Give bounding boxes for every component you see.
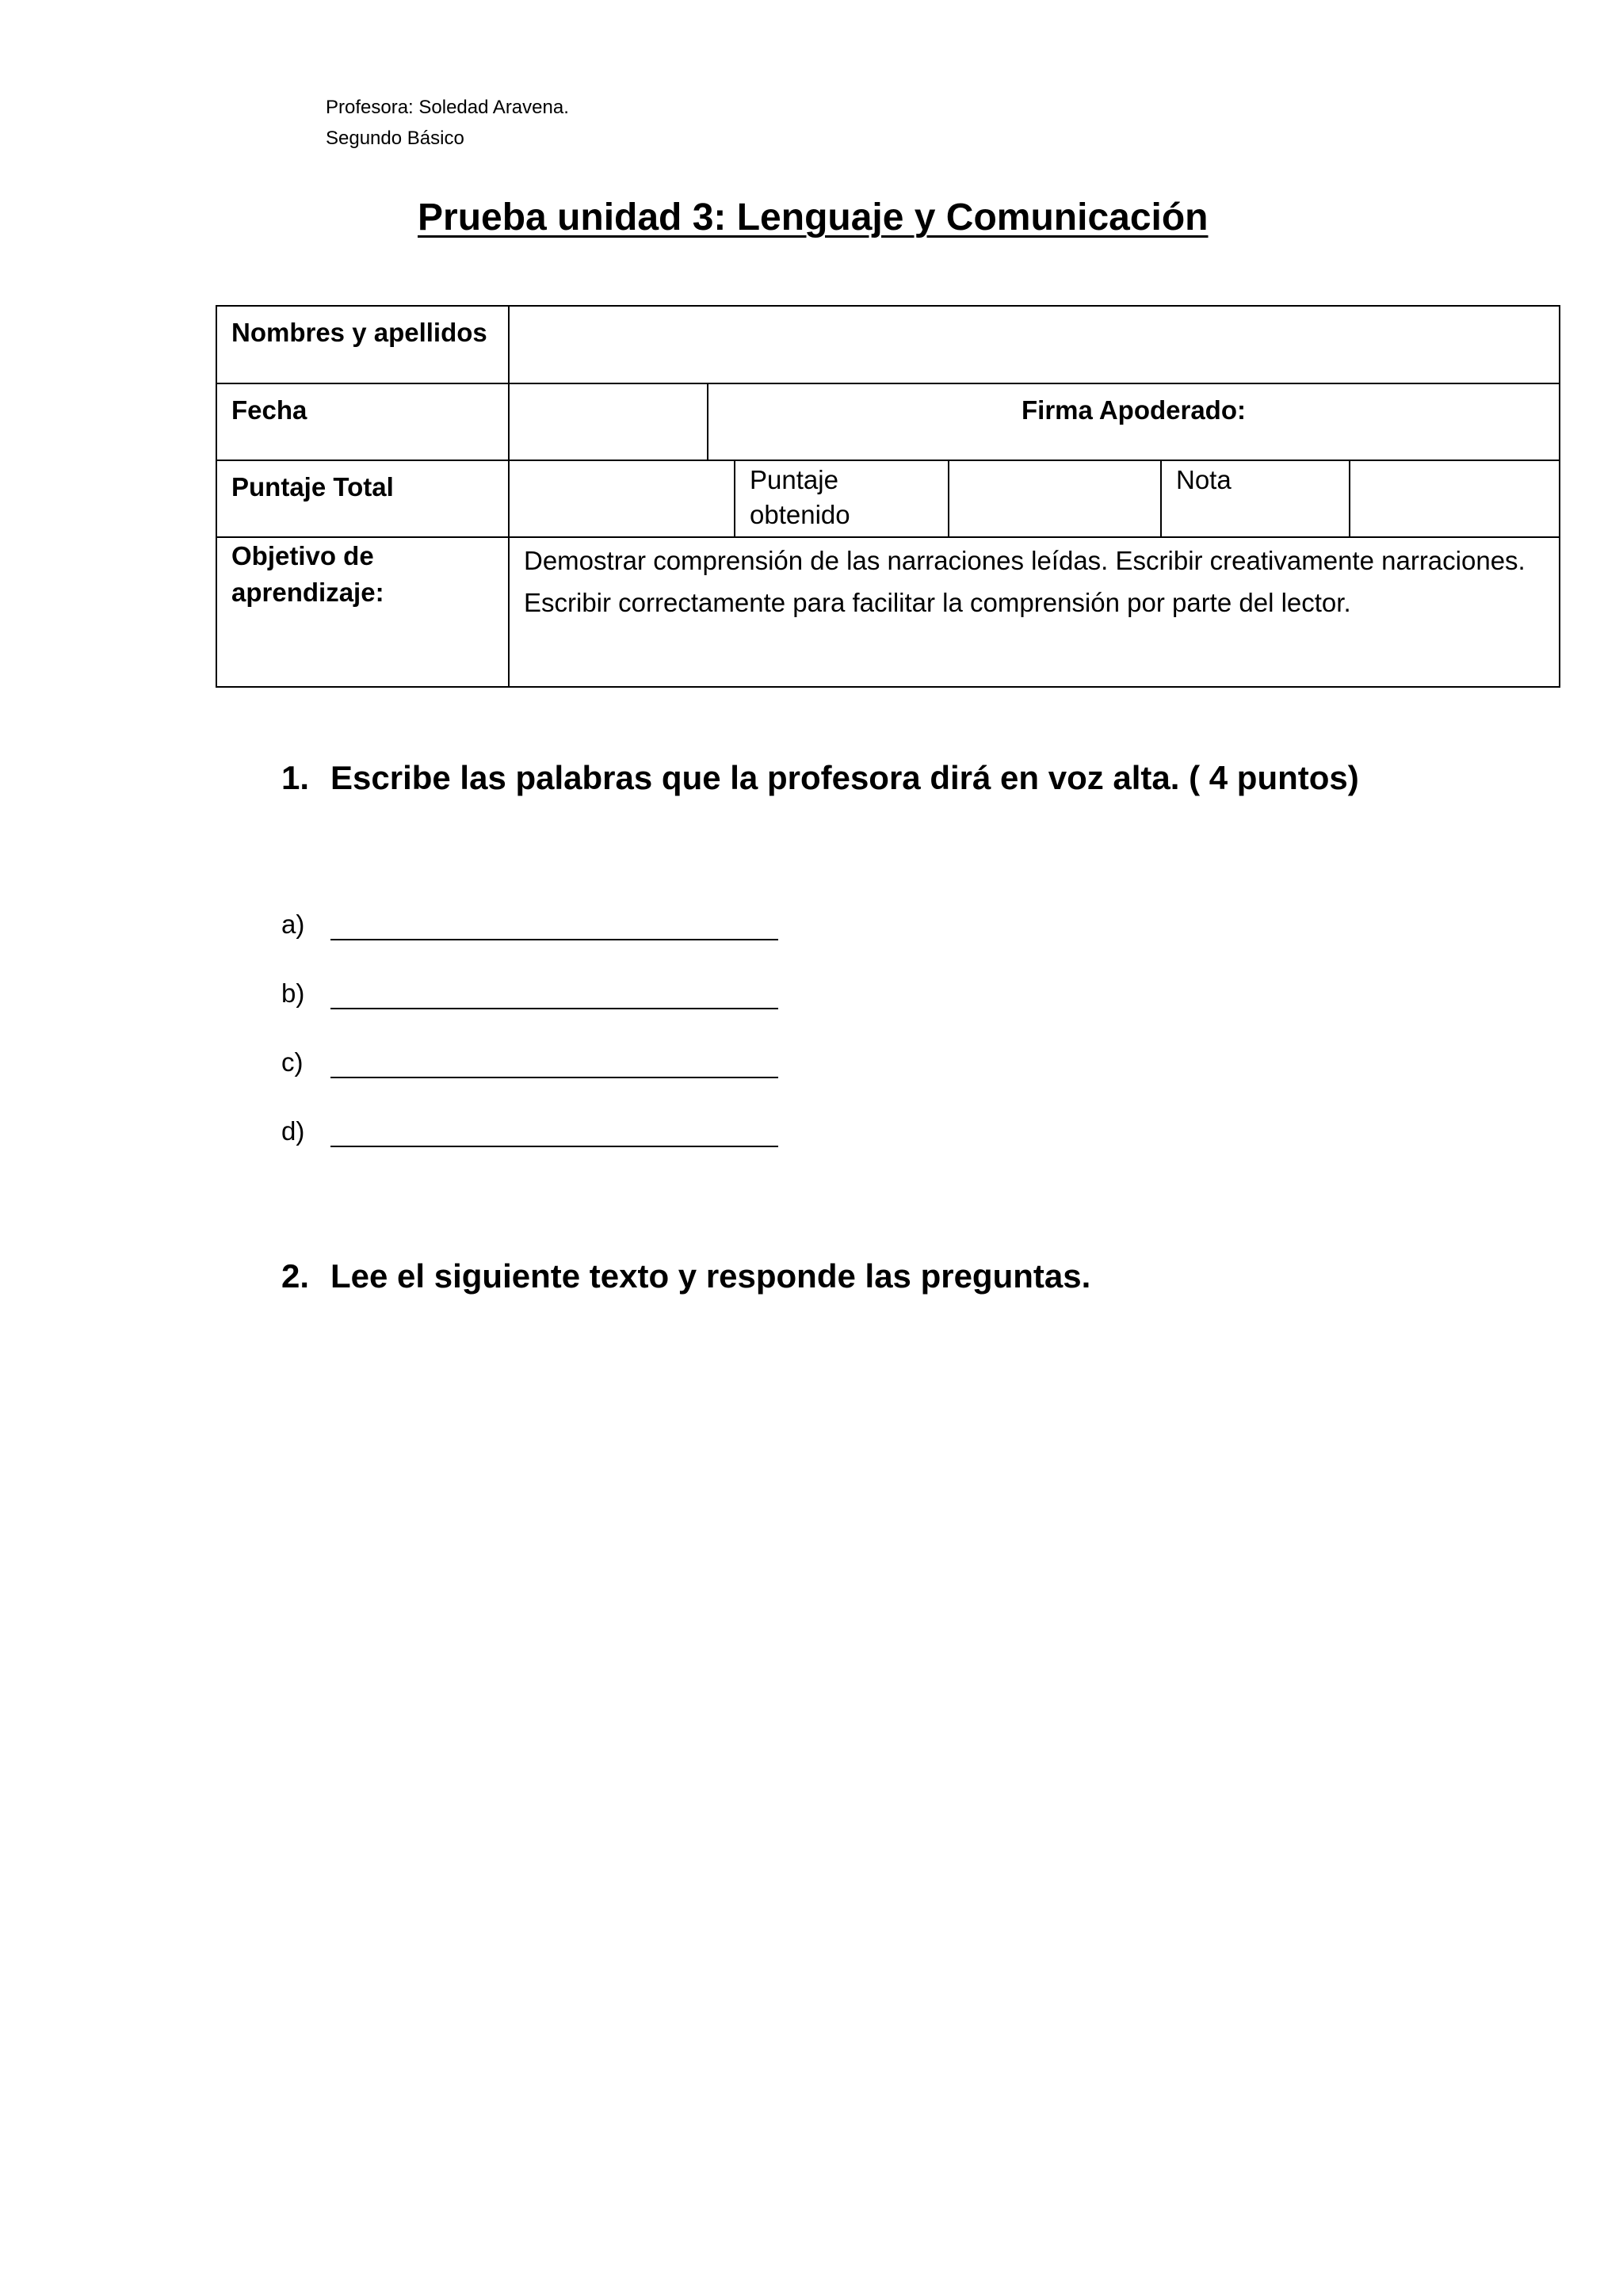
name-field[interactable] <box>510 307 1559 383</box>
teacher-name: Profesora: Soledad Aravena. <box>326 97 569 118</box>
obtained-score-field[interactable] <box>949 461 1160 536</box>
question-text: Lee el siguiente texto y responde las preguntas. <box>330 1257 1091 1295</box>
answer-line-b <box>281 976 330 1011</box>
question-number: 1. <box>281 759 310 796</box>
answer-letter: a) <box>281 910 305 939</box>
date-row <box>217 384 1559 461</box>
answer-letter: b) <box>281 978 305 1008</box>
question-text: Escribe las palabras que la profesora dirá en voz alta. ( 4 puntos) <box>330 759 1359 796</box>
total-score-label: Puntaje Total <box>231 472 394 502</box>
grade-field[interactable] <box>1350 461 1559 536</box>
question-2 <box>281 1254 1090 1299</box>
answer-line-c <box>281 1045 330 1080</box>
answer-blank-c[interactable] <box>330 1045 778 1078</box>
objective-text: Demostrar comprensión de las narraciones leídas. Escribir creativamente narraciones. Escribir correctamente para facilitar la comprensión por parte del lector. <box>524 546 1526 617</box>
exam-title: Prueba unidad 3: Lenguaje y Comunicación <box>418 196 1209 238</box>
objective-label: Objetivo de aprendizaje: <box>231 541 384 607</box>
answer-letter: d) <box>281 1116 305 1146</box>
answer-line-d <box>281 1114 330 1149</box>
objective-row <box>217 538 1559 686</box>
question-number: 2. <box>281 1257 310 1295</box>
student-info-table <box>216 305 1560 688</box>
answer-line-a <box>281 907 330 942</box>
question-1 <box>281 756 1359 800</box>
name-label: Nombres y apellidos <box>231 318 487 347</box>
grade-label: Nota <box>1176 465 1232 494</box>
answer-letter: c) <box>281 1047 304 1077</box>
guardian-signature-field[interactable]: Firma Apoderado: <box>1022 395 1246 425</box>
name-row <box>217 307 1559 384</box>
answer-blank-b[interactable] <box>330 976 778 1009</box>
grade-level: Segundo Básico <box>326 128 464 149</box>
score-row <box>217 461 1559 538</box>
date-field[interactable] <box>510 384 707 460</box>
obtained-score-label: Puntaje obtenido <box>750 465 850 529</box>
total-score-field[interactable] <box>510 461 734 536</box>
answer-blank-a[interactable] <box>330 907 778 940</box>
answer-blank-d[interactable] <box>330 1114 778 1147</box>
date-label: Fecha <box>231 395 307 425</box>
